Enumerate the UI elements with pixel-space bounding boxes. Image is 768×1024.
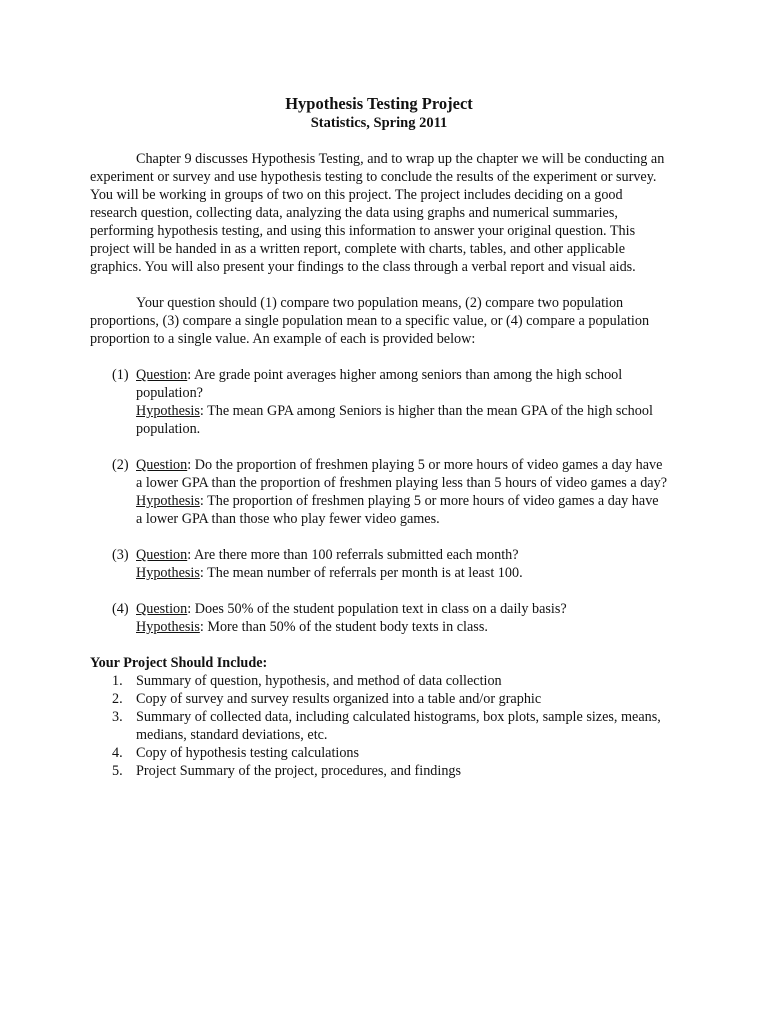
example-question xyxy=(136,546,668,564)
example-item xyxy=(90,546,668,582)
hypothesis-label: Hypothesis xyxy=(136,493,200,509)
question-label: Question xyxy=(136,547,188,563)
question-text: : Do the proportion of freshmen playing 5 or more hours of video games a day have a lower GPA than the proportion of freshmen playing less than 5 hours of video games a day? xyxy=(136,457,667,491)
example-number: (2) xyxy=(112,457,129,473)
include-item xyxy=(90,762,668,780)
question-text: : Are grade point averages higher among seniors than among the high school population? xyxy=(136,367,623,401)
include-item xyxy=(90,708,668,744)
document-body xyxy=(90,94,668,780)
include-item xyxy=(90,744,668,762)
example-number: (3) xyxy=(112,547,129,563)
example-hypothesis xyxy=(136,564,668,582)
include-item-number: 1. xyxy=(112,673,123,689)
example-hypothesis xyxy=(136,402,668,438)
hypothesis-label: Hypothesis xyxy=(136,619,200,635)
hypothesis-label: Hypothesis xyxy=(136,403,200,419)
include-item-text: Copy of survey and survey results organized into a table and/or graphic xyxy=(136,691,542,707)
include-item xyxy=(90,690,668,708)
hypothesis-text: : The proportion of freshmen playing 5 or more hours of video games a day have a lower GPA than those who play fewer video games. xyxy=(136,493,659,527)
include-item xyxy=(90,672,668,690)
example-number: (4) xyxy=(112,601,129,617)
include-item-number: 4. xyxy=(112,745,123,761)
document-title: Hypothesis Testing Project xyxy=(285,94,473,113)
question-label: Question xyxy=(136,601,188,617)
hypothesis-text: : The mean number of referrals per month is at least 100. xyxy=(199,565,523,581)
question-label: Question xyxy=(136,457,188,473)
question-label: Question xyxy=(136,367,188,383)
example-question xyxy=(136,456,668,492)
example-question xyxy=(136,600,668,618)
example-item xyxy=(90,456,668,528)
include-item-text: Project Summary of the project, procedures, and findings xyxy=(136,763,462,779)
question-text: : Are there more than 100 referrals submitted each month? xyxy=(187,547,519,563)
example-hypothesis xyxy=(136,492,668,528)
include-item-text: Copy of hypothesis testing calculations xyxy=(136,745,360,761)
intro-paragraph: Chapter 9 discusses Hypothesis Testing, and to wrap up the chapter we will be conducting an experiment or survey and use hypothesis testing to conclude the results of the experiment or survey. You will be working in groups of two on this project. The project includes deciding on a good research question, collecting data, analyzing the data using graphs and numerical summaries, performing hypothesis testing, and using this information to answer your original question. This project will be handed in as a written report, complete with charts, tables, and other applicable graphics. You will also present your findings to the class through a verbal report and visual aids. xyxy=(90,151,665,275)
example-item xyxy=(90,600,668,636)
hypothesis-text: : The mean GPA among Seniors is higher than the mean GPA of the high school population. xyxy=(136,403,653,437)
question-types-paragraph: Your question should (1) compare two population means, (2) compare two population proportions, (3) compare a single population mean to a specific value, or (4) compare a population proportion to a single value. An example of each is provided below: xyxy=(90,295,650,347)
include-item-number: 3. xyxy=(112,709,123,725)
example-item xyxy=(90,366,668,438)
include-item-number: 5. xyxy=(112,763,123,779)
example-number: (1) xyxy=(112,367,129,383)
hypothesis-text: : More than 50% of the student body texts in class. xyxy=(199,619,488,635)
question-text: : Does 50% of the student population text in class on a daily basis? xyxy=(187,601,567,617)
include-item-number: 2. xyxy=(112,691,123,707)
example-hypothesis xyxy=(136,618,668,636)
example-question xyxy=(136,366,668,402)
include-item-text: Summary of question, hypothesis, and method of data collection xyxy=(136,673,502,689)
hypothesis-label: Hypothesis xyxy=(136,565,200,581)
include-item-text: Summary of collected data, including calculated histograms, box plots, sample sizes, means, medians, standard deviations, etc. xyxy=(136,709,661,743)
include-heading: Your Project Should Include: xyxy=(90,655,268,671)
document-subtitle: Statistics, Spring 2011 xyxy=(310,115,448,131)
